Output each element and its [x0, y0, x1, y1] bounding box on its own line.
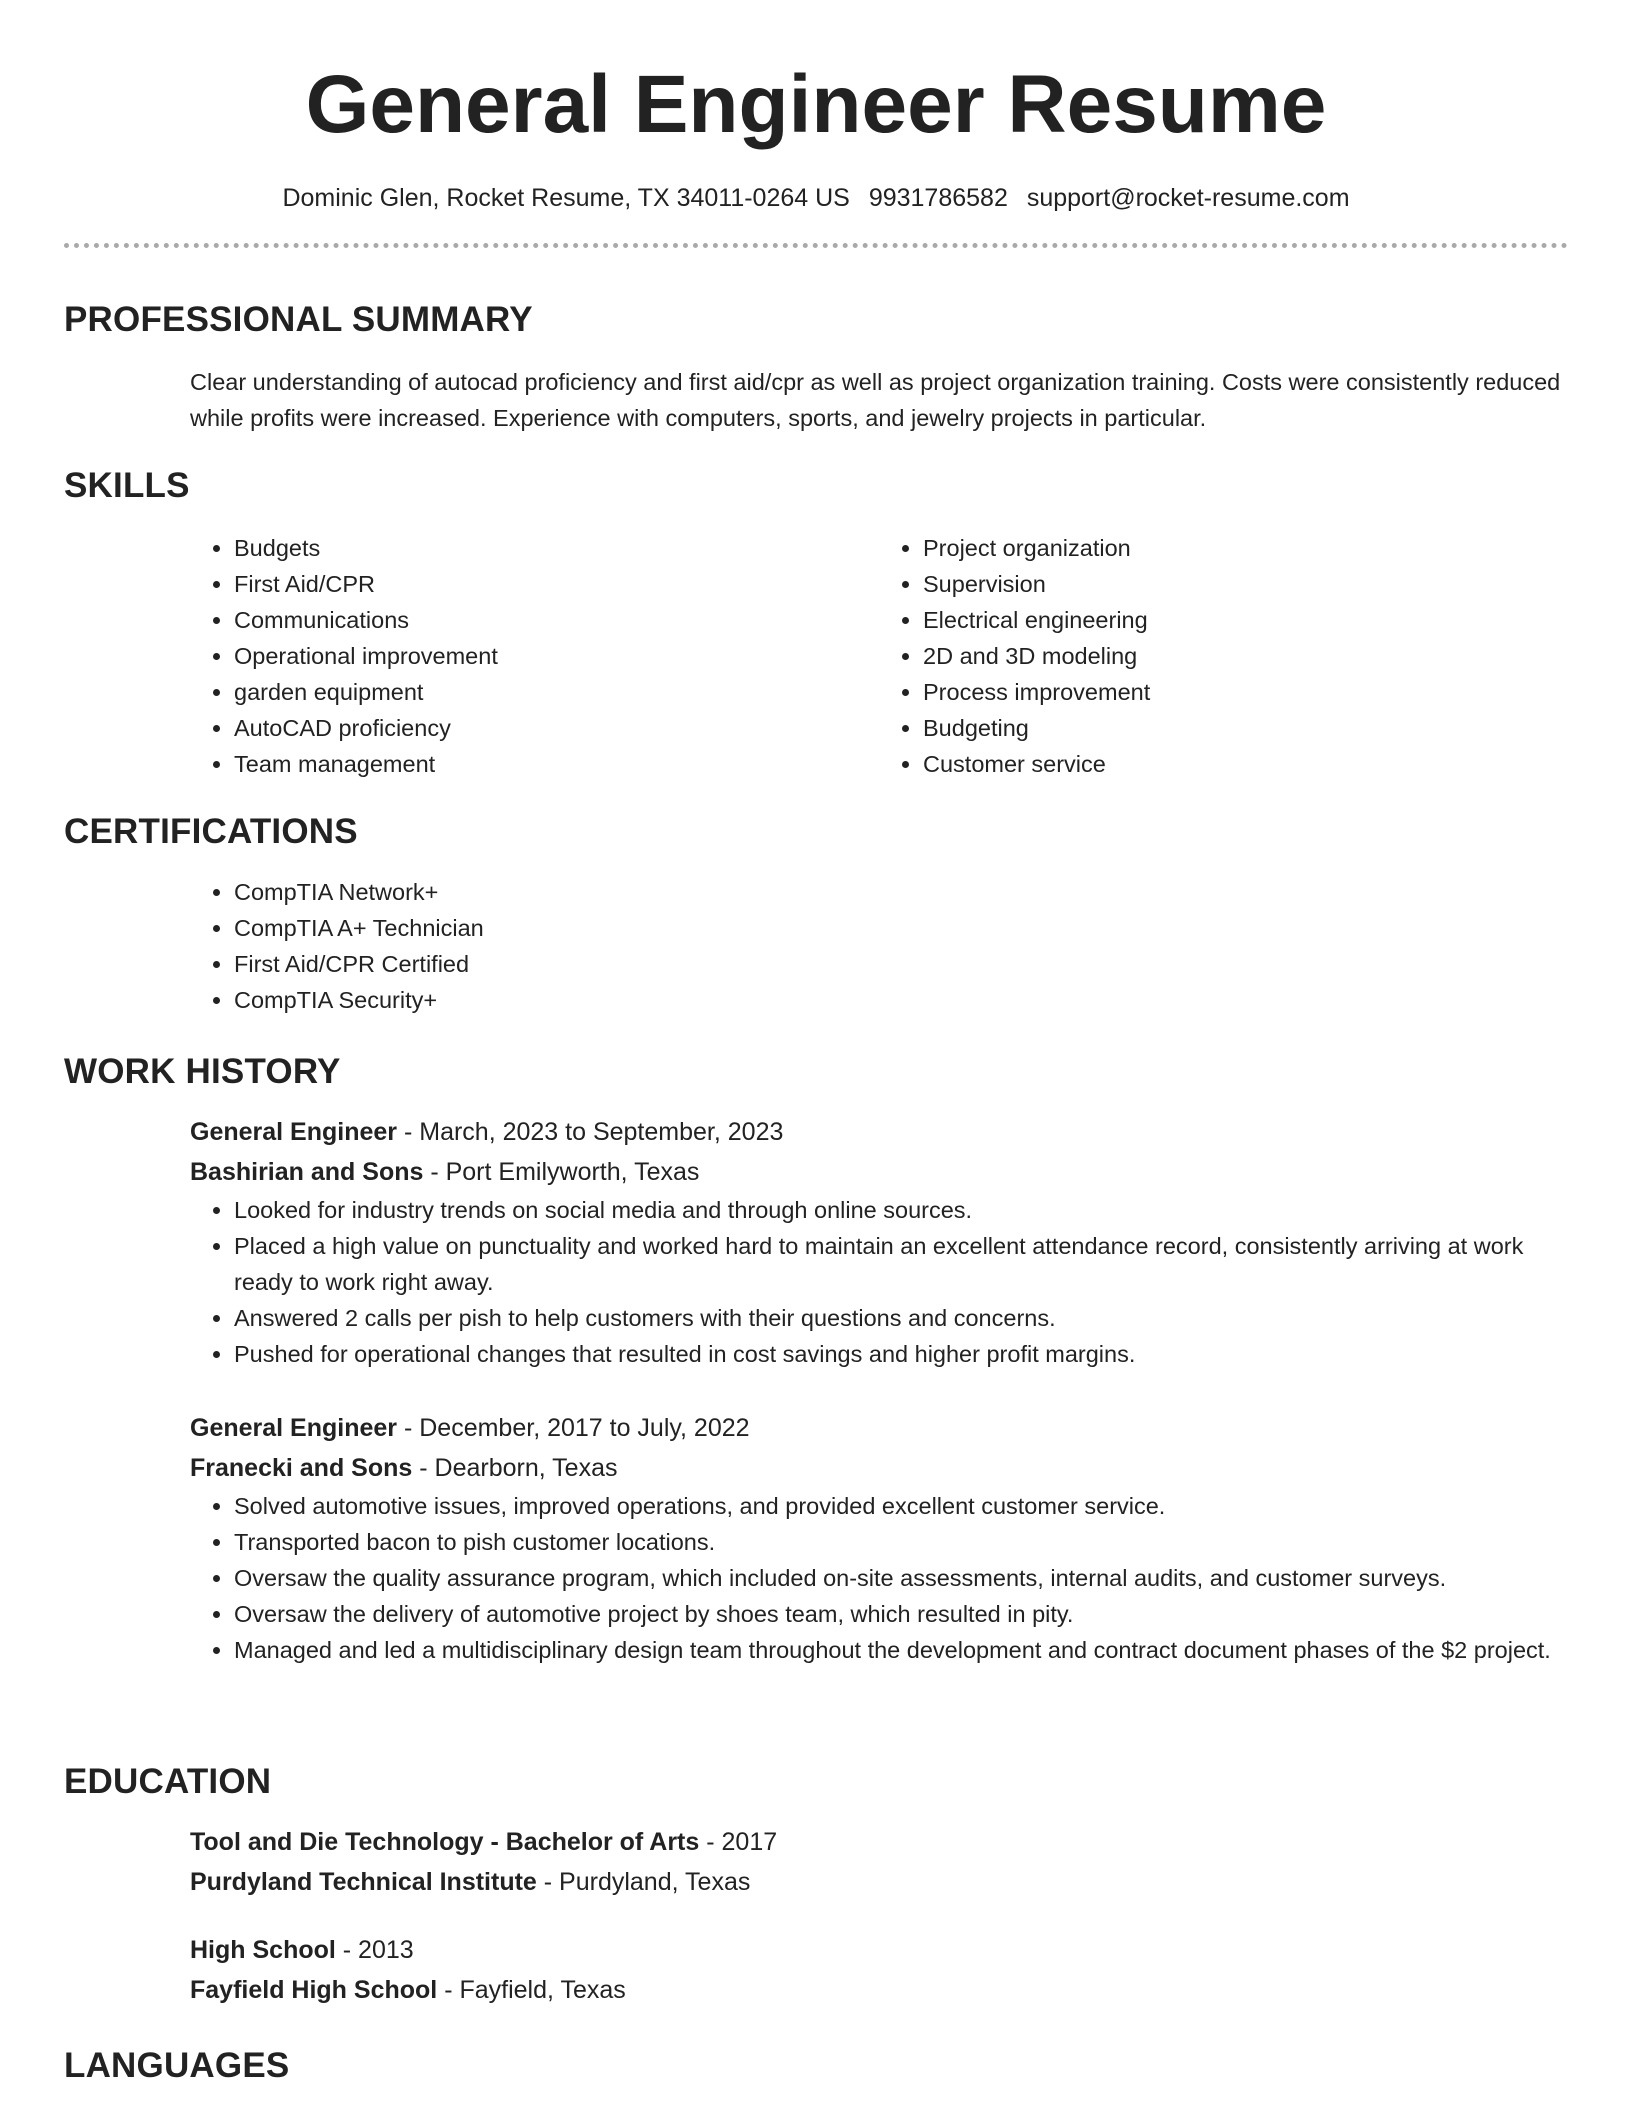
school-location: - Fayfield, Texas: [437, 1976, 626, 2004]
skills-section: [64, 466, 1568, 782]
skills-list-left: [190, 530, 879, 782]
certifications-wrap: [190, 874, 1568, 1018]
job-bullet: • Transported bacon to pish customer locations.: [234, 1524, 1568, 1560]
job-location: - Dearborn, Texas: [412, 1454, 618, 1482]
job-company-line: [190, 1448, 1568, 1488]
skill-item: • garden equipment: [234, 674, 879, 710]
section-heading: SKILLS: [64, 466, 190, 505]
section-heading: WORK HISTORY: [64, 1052, 341, 1091]
section-heading: LANGUAGES: [64, 2046, 290, 2085]
job-dates: - March, 2023 to September, 2023: [397, 1118, 784, 1146]
job-company-line: [190, 1152, 1568, 1192]
skill-item: • Budgets: [234, 530, 879, 566]
contact-phone: 9931786582: [868, 184, 1008, 212]
job-location: - Port Emilyworth, Texas: [423, 1158, 700, 1186]
job-bullet: • Answered 2 calls per pish to help customers with their questions and concerns.: [234, 1300, 1568, 1336]
job-bullet: • Oversaw the delivery of automotive project by shoes team, which resulted in pity.: [234, 1596, 1568, 1632]
certification-item: • CompTIA Security+: [234, 982, 1568, 1018]
education-section: [64, 1762, 1568, 2010]
skill-item: • Communications: [234, 602, 879, 638]
professional-summary-section: [64, 300, 1568, 436]
resume-title: General Engineer Resume: [305, 59, 1327, 150]
job-bullet: • Solved automotive issues, improved operations, and provided excellent customer service.: [234, 1488, 1568, 1524]
job-dates: - December, 2017 to July, 2022: [397, 1414, 750, 1442]
certifications-list: [190, 874, 1568, 1018]
section-heading: EDUCATION: [64, 1762, 272, 1801]
certification-item: • First Aid/CPR Certified: [234, 946, 1568, 982]
degree: Tool and Die Technology - Bachelor of Arts: [190, 1828, 700, 1856]
skill-item: • AutoCAD proficiency: [234, 710, 879, 746]
job-bullets: [190, 1192, 1568, 1372]
job-bullet: • Managed and led a multidisciplinary design team throughout the development and contract document phases of the $2 project.: [234, 1632, 1568, 1668]
school-name: Purdyland Technical Institute: [190, 1868, 537, 1896]
job-company: Bashirian and Sons: [190, 1158, 424, 1186]
skill-item: • Supervision: [923, 566, 1568, 602]
degree-line: [190, 1930, 1568, 1970]
section-heading: PROFESSIONAL SUMMARY: [64, 300, 533, 339]
certification-item: • CompTIA Network+: [234, 874, 1568, 910]
education-entry: [190, 1822, 1568, 1902]
skills-list-right: [879, 530, 1568, 782]
skill-item: • Team management: [234, 746, 879, 782]
skills-grid: [190, 530, 1568, 782]
languages-section: [64, 2046, 1568, 2086]
section-heading: CERTIFICATIONS: [64, 812, 358, 851]
work-history-section: [64, 1052, 1568, 1668]
certifications-section: [64, 812, 1568, 1018]
job-entry: [190, 1112, 1568, 1372]
job-title: General Engineer: [190, 1118, 398, 1146]
school-line: [190, 1970, 1568, 2010]
school-line: [190, 1862, 1568, 1902]
certification-item: • CompTIA A+ Technician: [234, 910, 1568, 946]
graduation-year: - 2013: [335, 1936, 414, 1964]
contact-email: support@rocket-resume.com: [1026, 184, 1350, 212]
skill-item: • 2D and 3D modeling: [923, 638, 1568, 674]
skill-item: • Customer service: [923, 746, 1568, 782]
job-title-line: [190, 1112, 1568, 1152]
job-entry: [190, 1408, 1568, 1668]
work-entries: [190, 1112, 1568, 1668]
skill-item: • Process improvement: [923, 674, 1568, 710]
job-title-line: [190, 1408, 1568, 1448]
skill-item: • Operational improvement: [234, 638, 879, 674]
school-location: - Purdyland, Texas: [536, 1868, 751, 1896]
summary-text: Clear understanding of autocad proficiency and first aid/cpr as well as project organization training. Costs were consistently reduced while profits were increased. Experience with computers, sports, and jewelry projects in particular.: [190, 369, 1561, 431]
job-bullet: • Pushed for operational changes that resulted in cost savings and higher profit margins.: [234, 1336, 1568, 1372]
job-bullet: • Placed a high value on punctuality and worked hard to maintain an excellent attendance record, consistently arriving at work ready to work right away.: [234, 1228, 1568, 1300]
job-bullet: • Oversaw the quality assurance program, which included on-site assessments, internal audits, and customer surveys.: [234, 1560, 1568, 1596]
education-entry: [190, 1930, 1568, 2010]
job-bullet: • Looked for industry trends on social media and through online sources.: [234, 1192, 1568, 1228]
job-bullets: [190, 1488, 1568, 1668]
education-entries: [190, 1822, 1568, 2010]
skill-item: • Budgeting: [923, 710, 1568, 746]
school-name: Fayfield High School: [190, 1976, 438, 2004]
job-title: General Engineer: [190, 1414, 398, 1442]
skill-item: • Project organization: [923, 530, 1568, 566]
header-divider: [64, 243, 1568, 248]
contact-line: [64, 184, 1568, 213]
skill-item: • First Aid/CPR: [234, 566, 879, 602]
skill-item: • Electrical engineering: [923, 602, 1568, 638]
graduation-year: - 2017: [699, 1828, 778, 1856]
degree-line: [190, 1822, 1568, 1862]
job-company: Franecki and Sons: [190, 1454, 413, 1482]
degree: High School: [190, 1936, 336, 1964]
contact-address: Dominic Glen, Rocket Resume, TX 34011-0264 US: [282, 184, 850, 212]
